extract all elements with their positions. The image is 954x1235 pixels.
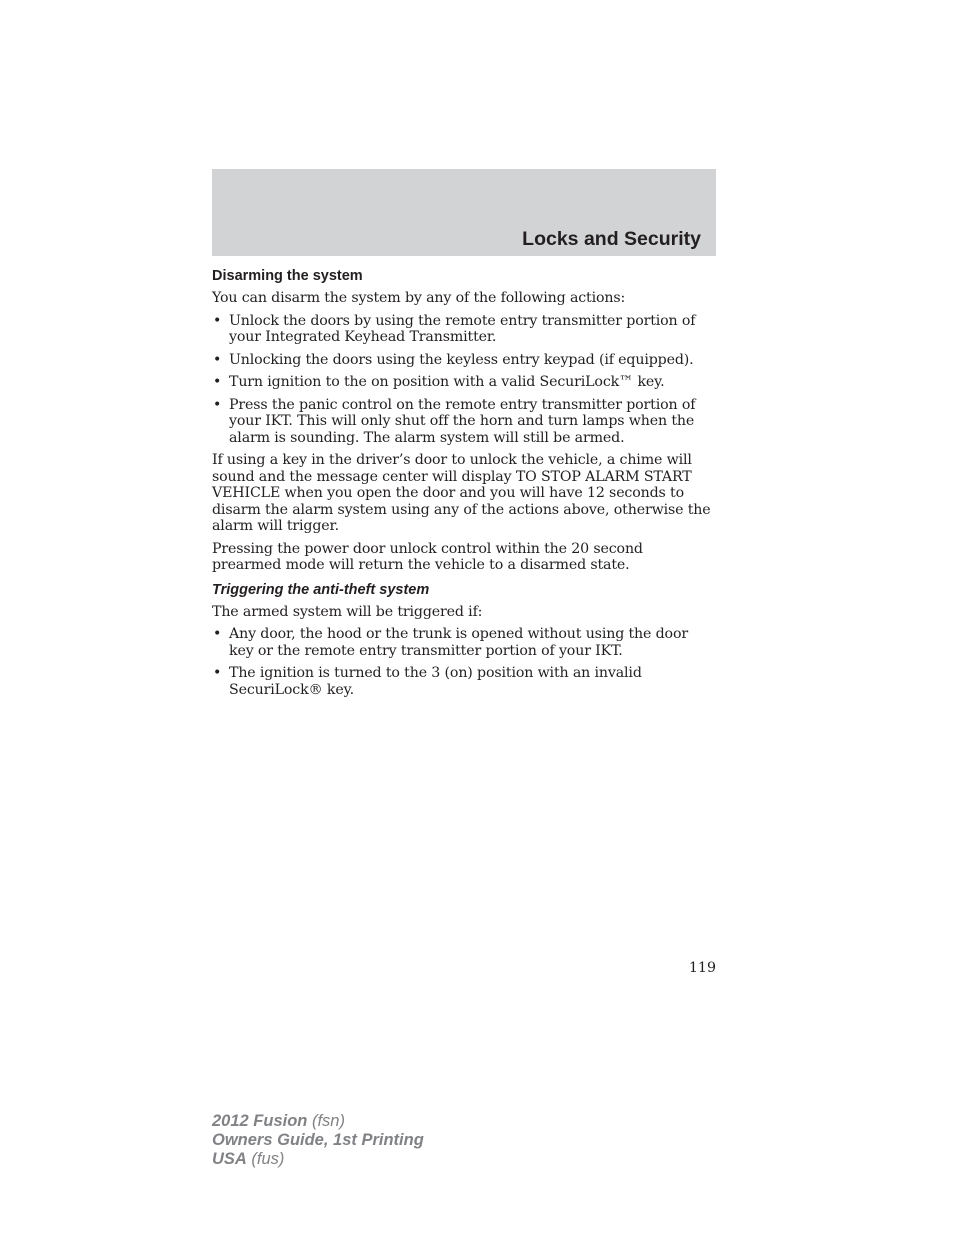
footer-line-region: USA (fus) — [212, 1150, 285, 1168]
list-item: • Unlock the doors by using the remote entry transmitter portion of your Integrated Keyhead Transmitter. — [213, 312, 696, 345]
heading-disarming: Disarming the system — [212, 268, 363, 284]
page-content — [212, 267, 716, 704]
section-header-band — [212, 169, 716, 256]
list-item: • Any door, the hood or the trunk is opened without using the door key or the remote entry transmitter portion of your IKT. — [213, 626, 688, 659]
section-title: Locks and Security — [522, 228, 701, 250]
bullet-icon: • — [213, 396, 222, 413]
footer-line-model: 2012 Fusion (fsn) — [212, 1112, 345, 1130]
list-item: • Press the panic control on the remote entry transmitter portion of your IKT. This will only shut off the horn and turn lamps when the alarm is sounding. The alarm system will still be armed. — [213, 396, 696, 446]
bullet-icon: • — [213, 626, 222, 642]
bullet-icon: • — [213, 374, 222, 390]
triggering-intro: The armed system will be triggered if: — [212, 603, 483, 620]
bullet-icon: • — [213, 665, 222, 681]
heading-triggering: Triggering the anti-theft system — [212, 581, 430, 598]
disarming-intro: You can disarm the system by any of the following actions: — [212, 290, 626, 306]
document-footer — [212, 1112, 424, 1169]
disarming-paragraph-prearmed: Pressing the power door unlock control within the 20 second prearmed mode will return the vehicle to a disarmed state. — [212, 540, 643, 573]
list-item: • Turn ignition to the on position with a valid SecuriLock™ key. — [213, 374, 665, 390]
list-item: • Unlocking the doors using the keyless entry keypad (if equipped). — [213, 351, 694, 368]
list-item: • The ignition is turned to the 3 (on) position with an invalid SecuriLock® key. — [213, 665, 642, 698]
bullet-icon: • — [213, 351, 222, 368]
disarming-list — [212, 313, 716, 447]
bullet-icon: • — [213, 312, 222, 329]
footer-line-printing: Owners Guide, 1st Printing — [212, 1131, 424, 1149]
triggering-list — [212, 626, 716, 698]
page-number: 119 — [688, 960, 716, 976]
disarming-paragraph-key: If using a key in the driver’s door to unlock the vehicle, a chime will sound and the message center will display TO STOP ALARM START VEHICLE when you open the door and you will have 12 seconds to disarm the alarm system using any of the actions above, otherwise the alarm will trigger. — [212, 452, 711, 534]
